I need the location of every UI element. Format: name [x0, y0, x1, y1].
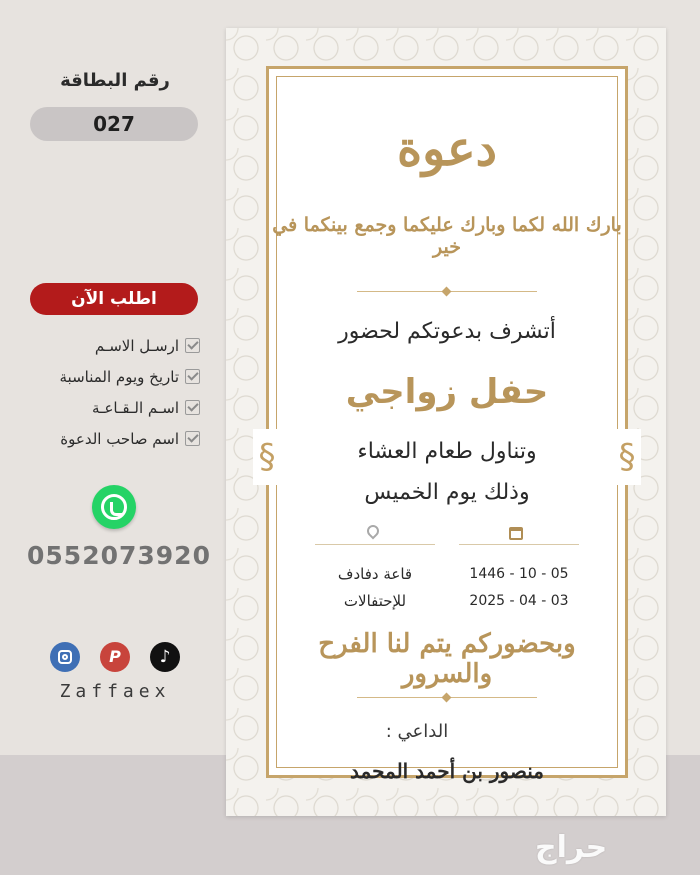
- whatsapp-icon[interactable]: [92, 485, 136, 529]
- pinterest-icon[interactable]: P: [100, 642, 130, 672]
- brand-name: Zaffaex: [59, 681, 171, 702]
- day-line: وذلك يوم الخميس: [364, 480, 530, 505]
- checkbox-icon: [185, 369, 200, 384]
- checkbox-icon: [185, 400, 200, 415]
- greeting-text: وبحضوركم يتم لنا الفرح والسرور: [318, 629, 576, 689]
- watermark-logo: حراج: [535, 830, 608, 865]
- ornament-icon: §: [253, 429, 281, 485]
- instagram-icon[interactable]: [50, 642, 80, 672]
- checkbox-icon: [185, 338, 200, 353]
- card-frame: [258, 66, 636, 783]
- divider: [357, 697, 537, 698]
- gregorian-date: 2025 - 04 - 03: [469, 593, 569, 609]
- requirement-text: اسم صاحب الدعوة: [60, 429, 179, 448]
- venue-line: قاعة دفادف: [337, 565, 413, 583]
- hijri-date: 1446 - 10 - 05: [469, 566, 569, 582]
- ornament-icon: §: [613, 429, 641, 485]
- divider: [459, 544, 579, 545]
- requirement-text: تاريخ ويوم المناسبة: [59, 367, 179, 386]
- card-number-badge: 027: [30, 107, 198, 141]
- host-label-text: الداعي :: [385, 721, 449, 742]
- social-links: [50, 642, 180, 672]
- requirements-list: [30, 330, 200, 454]
- venue-line: للإحتفالات: [343, 592, 407, 610]
- honor-line: أتشرف بدعوتكم لحضور: [338, 319, 556, 344]
- calendar-icon: [509, 527, 523, 540]
- card-number-label: رقم البطاقة: [60, 70, 170, 91]
- invitation-card: [226, 28, 666, 816]
- host-name: منصور بن أحمد المحمد: [350, 759, 544, 783]
- location-pin-icon: [365, 523, 382, 540]
- divider: [357, 291, 537, 292]
- invitation-title: دعوة: [397, 121, 497, 177]
- phone-number[interactable]: 0552073920: [27, 541, 211, 570]
- tiktok-icon[interactable]: ♪: [150, 642, 180, 672]
- blessing-text: بارك الله لكما وبارك عليكما وجمع بينكما في خير: [272, 214, 622, 258]
- divider: [315, 544, 435, 545]
- list-item: [30, 392, 200, 423]
- list-item: [30, 361, 200, 392]
- checkbox-icon: [185, 431, 200, 446]
- event-name: حفل زواجي: [345, 372, 549, 412]
- list-item: [30, 330, 200, 361]
- list-item: [30, 423, 200, 454]
- dates: [459, 561, 579, 615]
- requirement-text: ارسـل الاسـم: [94, 336, 179, 355]
- order-now-button[interactable]: اطلب الآن: [30, 283, 198, 315]
- dinner-line: وتناول طعام العشاء: [357, 439, 537, 464]
- host-label: [269, 721, 625, 742]
- requirement-text: اسـم الـقـاعـة: [92, 398, 179, 417]
- venue: [315, 561, 435, 615]
